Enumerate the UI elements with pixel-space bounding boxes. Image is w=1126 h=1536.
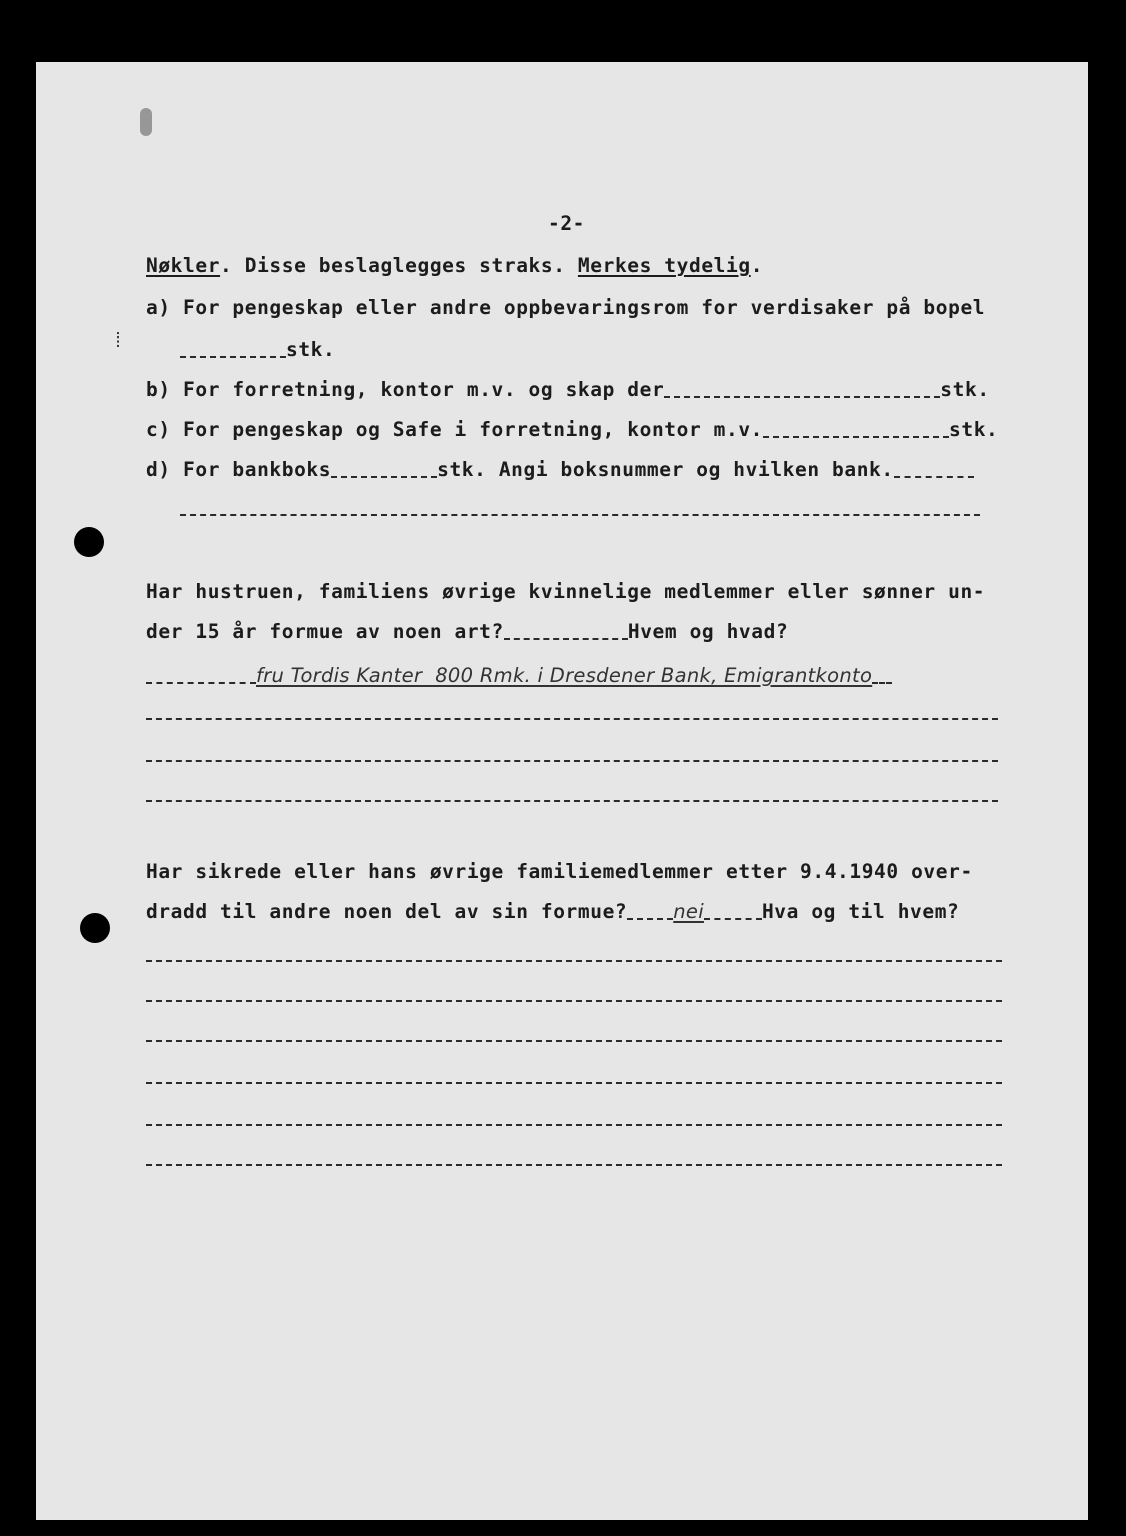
fill-line[interactable] bbox=[146, 718, 998, 720]
question-2-followup: Hva og til hvem? bbox=[761, 900, 960, 923]
heading-emphasis: Merkes tydelig bbox=[577, 254, 751, 277]
question-1-line-2 bbox=[146, 620, 788, 643]
question-1-followup: Hvem og hvad? bbox=[627, 620, 789, 643]
question-2-line-1: Har sikrede eller hans øvrige familiemedlemmer etter 9.4.1940 over- bbox=[146, 860, 973, 883]
fill-blank[interactable] bbox=[763, 436, 949, 438]
item-d-prefix: d) bbox=[146, 458, 171, 481]
fill-line[interactable] bbox=[146, 1124, 1002, 1126]
item-b-unit: stk. bbox=[940, 378, 990, 401]
question-1-answer-line bbox=[146, 664, 892, 687]
fill-blank[interactable] bbox=[872, 682, 892, 684]
item-b-text: For forretning, kontor m.v. og skap der bbox=[183, 378, 665, 401]
question-1-answer[interactable]: fru Tordis Kanter 800 Rmk. i Dresdener Bank, Emigrantkonto bbox=[256, 664, 873, 687]
item-d bbox=[146, 458, 974, 481]
question-2-text: dradd til andre noen del av sin formue? bbox=[146, 900, 628, 923]
item-b bbox=[146, 378, 990, 401]
fill-blank[interactable] bbox=[664, 396, 940, 398]
fill-blank[interactable] bbox=[180, 356, 286, 358]
fill-line[interactable] bbox=[146, 960, 1002, 962]
item-d-text: For bankboks bbox=[183, 458, 332, 481]
item-b-prefix: b) bbox=[146, 378, 171, 401]
fill-blank[interactable] bbox=[146, 682, 256, 684]
question-2-line-2 bbox=[146, 900, 959, 923]
margin-mark: ⁞ bbox=[112, 328, 125, 352]
punch-hole bbox=[74, 527, 104, 557]
fill-blank[interactable] bbox=[627, 918, 673, 920]
fill-line[interactable] bbox=[146, 1164, 1002, 1166]
item-a-unit: stk. bbox=[286, 338, 336, 361]
keys-heading bbox=[146, 254, 763, 277]
item-c bbox=[146, 418, 998, 441]
fill-line[interactable] bbox=[146, 1000, 1002, 1002]
fill-blank[interactable] bbox=[504, 638, 628, 640]
page-number: -2- bbox=[548, 212, 586, 235]
fill-line[interactable] bbox=[146, 1082, 1002, 1084]
item-a-text: For pengeskap eller andre oppbevaringsrom for verdisaker på bopel bbox=[183, 296, 986, 319]
ink-smudge bbox=[140, 108, 152, 136]
item-a bbox=[146, 296, 985, 319]
fill-line[interactable] bbox=[146, 760, 998, 762]
fill-line[interactable] bbox=[146, 1040, 1002, 1042]
heading-title: Nøkler bbox=[146, 254, 221, 277]
question-2-answer[interactable]: nei bbox=[673, 900, 704, 923]
item-c-prefix: c) bbox=[146, 418, 171, 441]
fill-blank[interactable] bbox=[331, 476, 437, 478]
document-page bbox=[36, 62, 1088, 1520]
fill-line[interactable] bbox=[146, 800, 998, 802]
heading-text: . Disse beslaglegges straks. bbox=[220, 254, 578, 277]
fill-blank[interactable] bbox=[894, 476, 974, 478]
item-c-text: For pengeskap og Safe i forretning, kontor m.v. bbox=[183, 418, 764, 441]
item-c-unit: stk. bbox=[949, 418, 999, 441]
question-1-text: der 15 år formue av noen art? bbox=[146, 620, 504, 643]
fill-line[interactable] bbox=[180, 514, 980, 516]
question-1-line-1: Har hustruen, familiens øvrige kvinnelige medlemmer eller sønner un- bbox=[146, 580, 986, 603]
item-d-text2: Angi boksnummer og hvilken bank. bbox=[498, 458, 894, 481]
item-a-count bbox=[180, 338, 335, 361]
fill-blank[interactable] bbox=[704, 918, 762, 920]
punch-hole bbox=[80, 913, 110, 943]
item-d-unit: stk. bbox=[437, 458, 487, 481]
item-a-prefix: a) bbox=[146, 296, 171, 319]
heading-end: . bbox=[750, 254, 764, 277]
